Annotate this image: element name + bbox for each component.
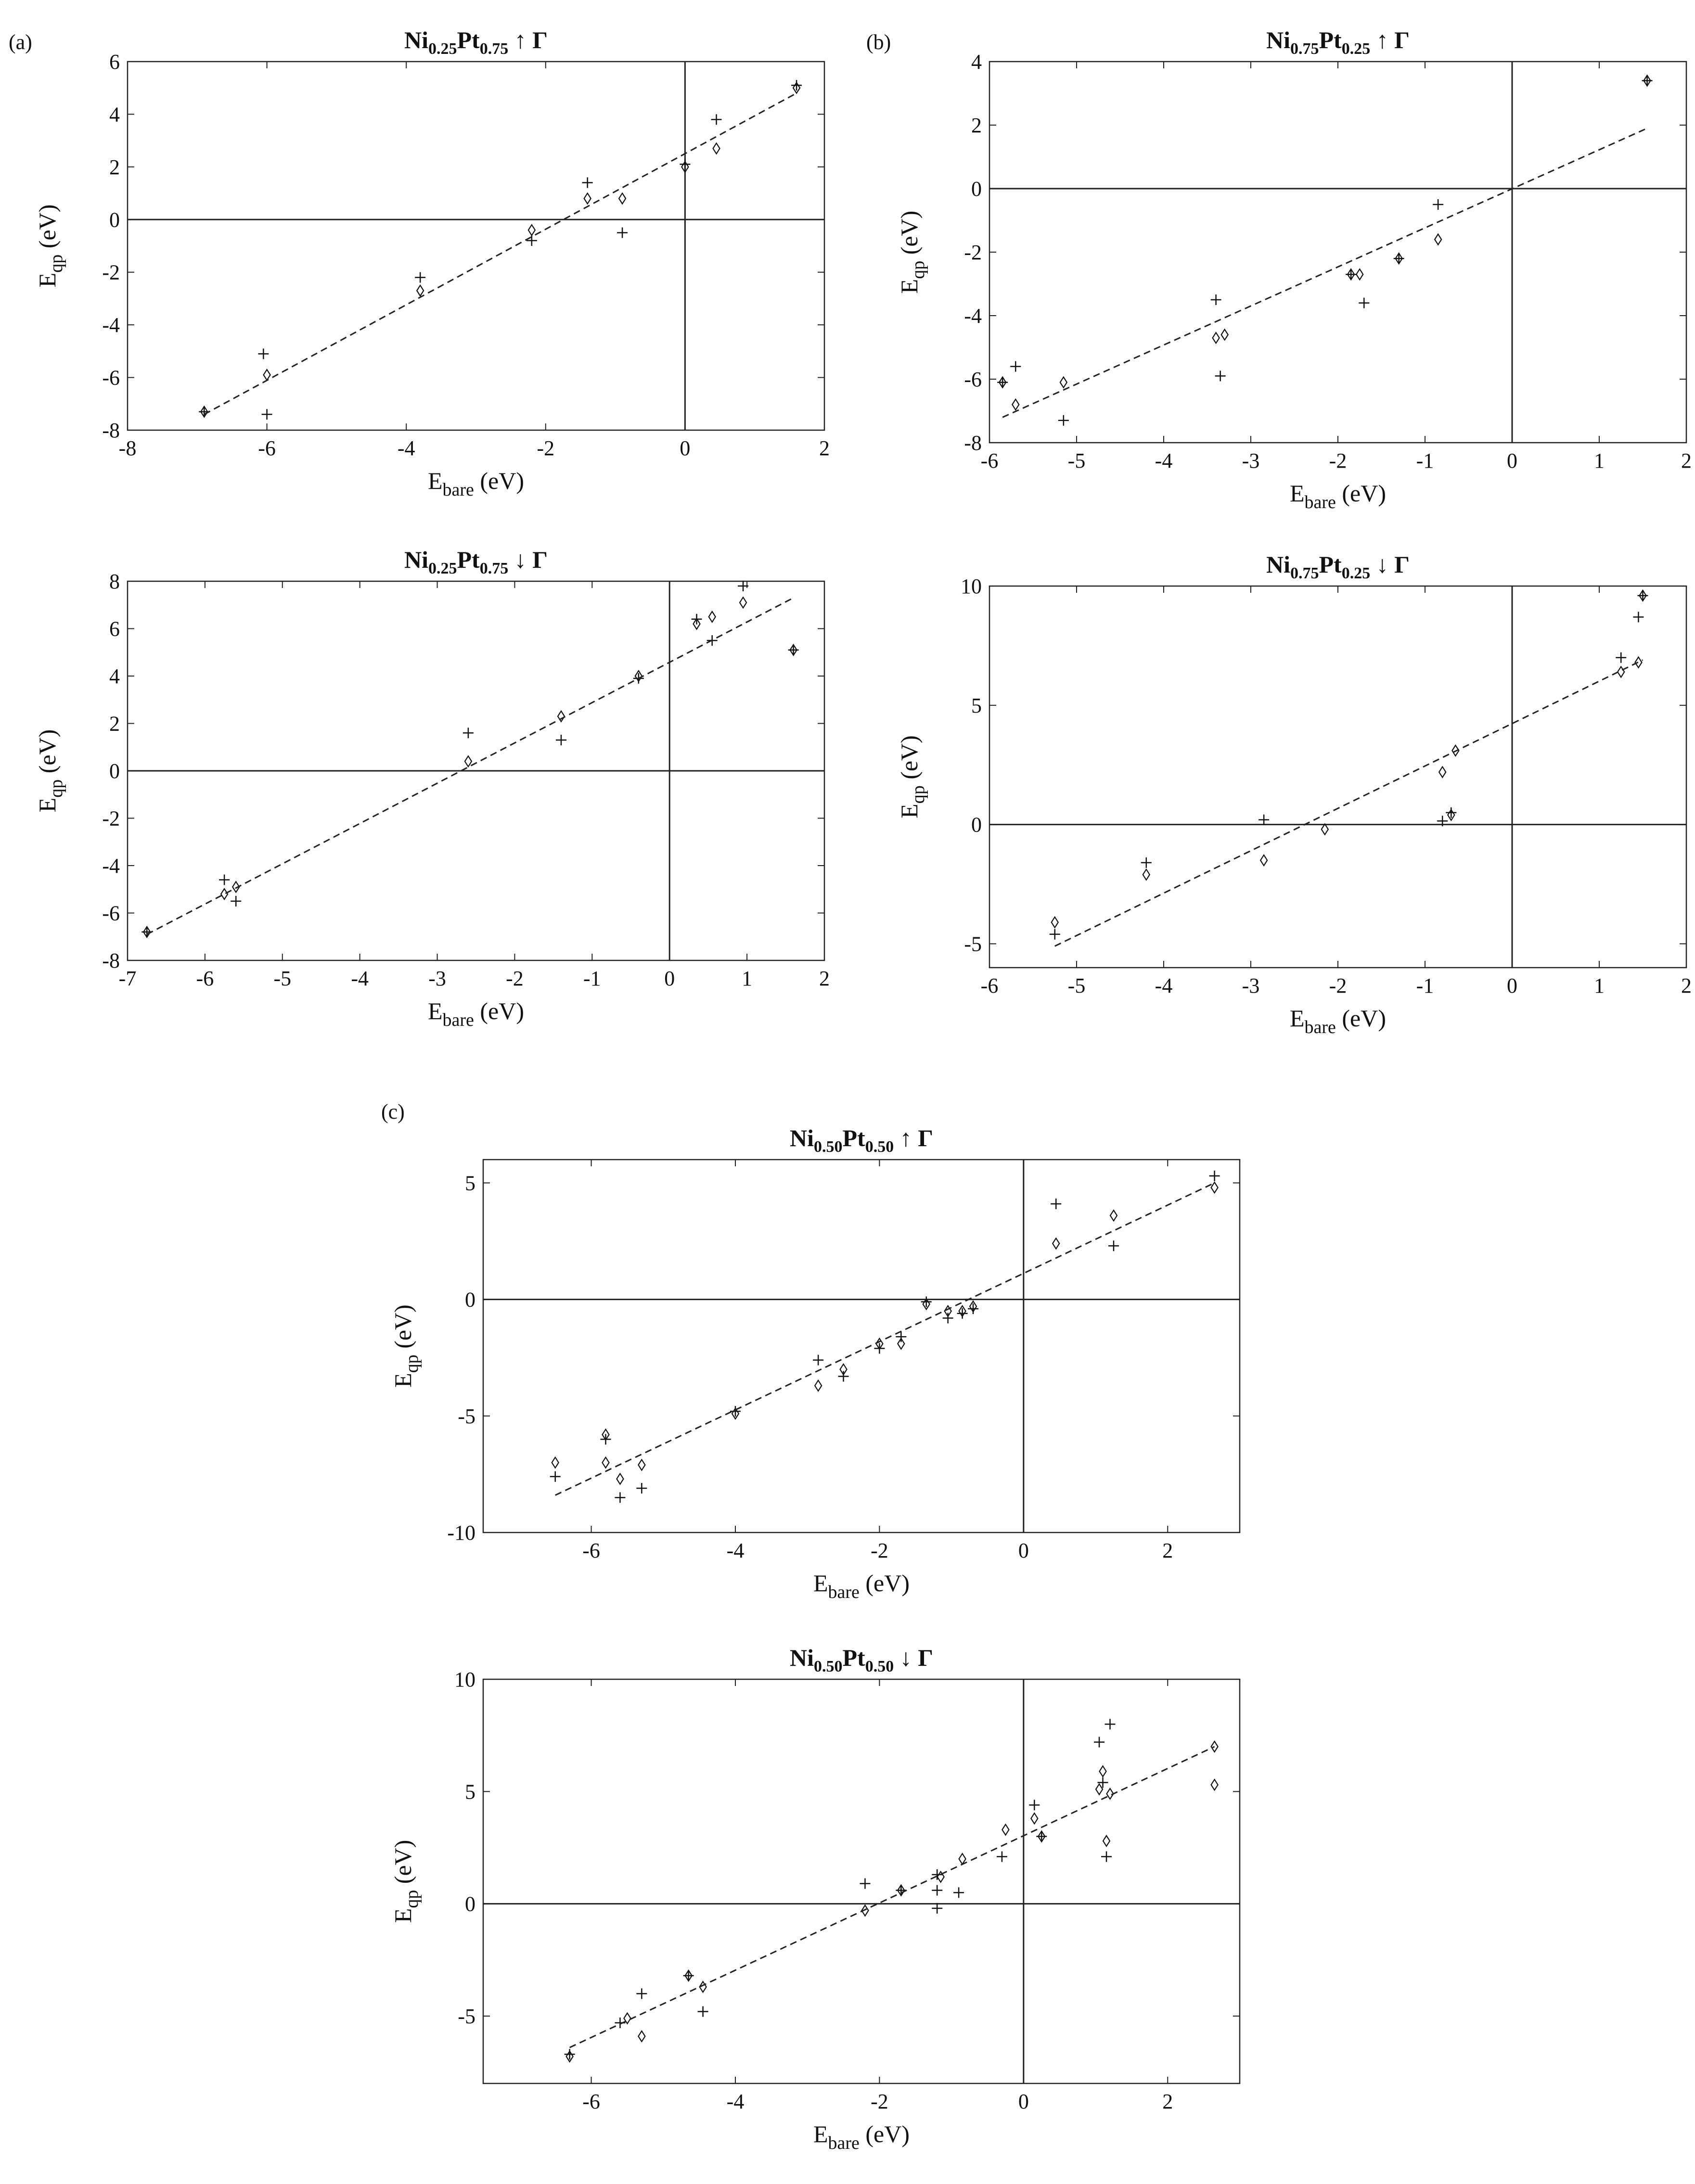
data-point-diamond	[1618, 666, 1624, 677]
y-label-subscript: qp	[908, 260, 928, 279]
y-tick-label: -4	[964, 304, 982, 328]
data-point-diamond	[1356, 269, 1363, 280]
data-point-diamond	[417, 285, 424, 296]
data-point-plus	[636, 1483, 647, 1494]
data-point-diamond	[1110, 1210, 1117, 1221]
x-label-unit: (eV)	[1335, 1005, 1387, 1032]
chart-title	[790, 1124, 933, 1156]
title-spin-symbol: ↑ Γ	[508, 26, 548, 53]
y-label-subscript: qp	[402, 1354, 422, 1373]
data-point-plus	[932, 1903, 942, 1914]
data-point-plus	[582, 178, 593, 188]
title-subscript: 0.25	[428, 560, 457, 577]
title-element: Ni	[404, 546, 428, 573]
title-element: Pt	[842, 1124, 865, 1151]
x-label-symbol: E	[813, 2120, 828, 2147]
data-point-plus	[1094, 1737, 1104, 1748]
x-axis-label	[428, 997, 524, 1030]
y-tick-label: 10	[454, 1668, 475, 1691]
title-element: Pt	[842, 1644, 865, 1671]
chart-b-up	[896, 26, 1692, 512]
data-point-diamond	[1211, 1182, 1218, 1193]
x-label-symbol: E	[427, 467, 443, 494]
fit-line	[204, 93, 796, 415]
y-label-unit: (eV)	[896, 210, 923, 261]
title-element: Pt	[457, 26, 480, 53]
x-tick-label: 2	[819, 436, 830, 460]
x-tick-label: -6	[582, 2090, 600, 2113]
data-point-diamond	[465, 756, 472, 766]
data-point-plus	[953, 1887, 964, 1898]
fit-line	[555, 1183, 1215, 1495]
data-point-diamond	[558, 711, 565, 722]
data-point-diamond	[1031, 1813, 1038, 1824]
y-tick-label: -5	[458, 1404, 475, 1428]
y-tick-label: 6	[109, 617, 120, 641]
charts-group	[34, 26, 1692, 2153]
data-point-diamond	[1052, 917, 1058, 928]
data-point-plus	[1209, 1171, 1220, 1181]
title-subscript: 0.50	[813, 1138, 843, 1156]
x-axis-label	[428, 467, 524, 500]
fit-line	[1002, 128, 1647, 418]
fit-line	[1055, 660, 1643, 946]
y-label-subscript: qp	[46, 779, 66, 798]
y-label-unit: (eV)	[389, 1304, 416, 1355]
data-point-diamond	[1435, 234, 1441, 245]
y-axis-label	[34, 204, 66, 288]
data-point-plus	[1105, 1719, 1116, 1729]
y-tick-label: 0	[109, 208, 120, 232]
data-point-plus	[415, 272, 425, 283]
title-subscript: 0.25	[428, 40, 457, 58]
title-subscript: 0.75	[1290, 40, 1319, 58]
data-point-diamond	[1635, 657, 1642, 668]
x-label-unit: (eV)	[474, 467, 525, 494]
y-tick-label: 0	[971, 177, 982, 201]
data-point-diamond	[619, 193, 626, 204]
y-tick-label: 8	[109, 570, 120, 593]
data-point-diamond	[616, 1474, 623, 1484]
x-tick-label: -1	[1416, 974, 1434, 997]
y-tick-label: -8	[964, 431, 982, 455]
y-tick-label: -2	[964, 241, 982, 264]
data-point-plus	[1141, 857, 1152, 868]
x-tick-label: -4	[1155, 449, 1173, 473]
x-tick-label: 0	[680, 436, 691, 460]
data-point-plus	[1010, 361, 1021, 372]
y-label-subscript: qp	[46, 254, 66, 273]
x-tick-label: -6	[582, 1539, 600, 1562]
data-point-plus	[1433, 199, 1443, 210]
title-subscript: 0.50	[813, 1658, 843, 1675]
title-element: Pt	[1319, 551, 1342, 578]
x-tick-label: 2	[1162, 1539, 1173, 1562]
x-axis-label	[1290, 480, 1386, 512]
data-point-diamond	[1012, 399, 1019, 410]
data-point-diamond	[221, 889, 228, 899]
x-tick-label: -4	[351, 967, 369, 990]
y-tick-label: 0	[971, 813, 982, 837]
y-label-unit: (eV)	[389, 1839, 416, 1890]
x-tick-label: 0	[1507, 449, 1517, 473]
x-axis-label	[813, 2120, 910, 2153]
data-point-diamond	[1060, 377, 1067, 388]
chart-a-up	[34, 26, 830, 500]
x-tick-label: 2	[1681, 974, 1692, 997]
data-point-plus	[1359, 298, 1369, 308]
data-point-diamond	[1322, 824, 1328, 835]
y-label-subscript: qp	[402, 1890, 422, 1908]
x-label-subscript: bare	[828, 2133, 860, 2153]
data-point-diamond	[709, 612, 716, 622]
data-point-plus	[550, 1471, 561, 1482]
title-subscript: 0.75	[1290, 564, 1319, 582]
data-point-diamond	[584, 193, 591, 204]
data-point-plus	[556, 735, 566, 745]
data-point-diamond	[638, 1460, 645, 1470]
data-point-plus	[231, 896, 241, 907]
data-point-diamond	[552, 1457, 559, 1468]
data-point-diamond	[1221, 330, 1228, 340]
plot-frame	[128, 62, 824, 430]
title-spin-symbol: ↓ Γ	[894, 1644, 934, 1671]
x-label-symbol: E	[1289, 1005, 1305, 1032]
title-subscript: 0.75	[479, 560, 509, 577]
title-element: Pt	[1319, 26, 1342, 53]
data-point-plus	[791, 80, 802, 90]
plot-frame	[989, 62, 1686, 443]
data-point-plus	[526, 235, 537, 246]
title-element: Ni	[404, 26, 428, 53]
y-tick-label: 4	[971, 50, 982, 74]
plot-frame	[989, 586, 1686, 968]
y-tick-label: -2	[102, 260, 120, 284]
title-spin-symbol: ↓ Γ	[1370, 551, 1410, 578]
chart-title	[790, 1644, 933, 1675]
x-tick-label: -3	[428, 967, 446, 990]
data-point-plus	[680, 159, 690, 169]
y-label-unit: (eV)	[34, 729, 61, 779]
data-point-diamond	[740, 597, 746, 608]
x-tick-label: -4	[397, 436, 415, 460]
y-tick-label: -10	[447, 1521, 475, 1545]
chart-title	[404, 26, 548, 58]
x-tick-label: 0	[664, 967, 675, 990]
data-point-plus	[262, 409, 272, 420]
panel-label-c: (c)	[381, 1100, 405, 1124]
data-point-plus	[636, 1988, 647, 1999]
x-tick-label: -2	[871, 2090, 888, 2113]
y-axis-label	[389, 1840, 422, 1923]
data-point-diamond	[713, 143, 720, 154]
title-spin-symbol: ↓ Γ	[508, 546, 548, 573]
data-point-diamond	[638, 2031, 645, 2042]
x-tick-label: -5	[1067, 449, 1086, 473]
y-label-subscript: qp	[908, 785, 928, 804]
y-tick-label: -8	[102, 419, 120, 442]
x-tick-label: -1	[1416, 449, 1434, 473]
x-tick-label: -2	[537, 436, 555, 460]
data-point-plus	[1108, 1240, 1119, 1251]
y-tick-label: 10	[961, 575, 982, 598]
data-point-plus	[1058, 415, 1069, 426]
x-tick-label: -7	[118, 967, 137, 990]
y-tick-label: 4	[109, 664, 120, 688]
x-tick-label: 0	[1018, 1539, 1029, 1562]
data-point-plus	[463, 728, 474, 738]
x-tick-label: -3	[1242, 974, 1260, 997]
data-point-diamond	[1439, 767, 1446, 778]
data-point-diamond	[603, 1457, 609, 1468]
y-label-symbol: E	[389, 1908, 416, 1923]
data-point-plus	[1215, 370, 1226, 381]
data-point-plus	[838, 1371, 849, 1381]
data-point-diamond	[1096, 1784, 1103, 1795]
x-tick-label: -3	[1242, 449, 1260, 473]
data-point-plus	[1050, 929, 1060, 940]
x-tick-label: 2	[1681, 449, 1692, 473]
y-tick-label: 2	[971, 114, 982, 137]
title-element: Ni	[789, 1644, 814, 1671]
title-subscript: 0.75	[479, 40, 509, 58]
x-tick-label: 1	[742, 967, 753, 990]
chart-c-up	[389, 1124, 1240, 1602]
y-tick-label: 0	[109, 759, 120, 783]
y-axis-label	[896, 735, 928, 818]
y-tick-label: 6	[109, 50, 120, 74]
panel-label-b: (b)	[866, 30, 891, 54]
y-tick-label: -5	[458, 2005, 475, 2028]
x-axis-label	[1290, 1005, 1386, 1037]
data-point-diamond	[1260, 855, 1267, 866]
y-tick-label: 5	[465, 1780, 475, 1804]
data-point-diamond	[1002, 1825, 1009, 1835]
title-element: Ni	[1266, 26, 1290, 53]
x-tick-label: 2	[1162, 2090, 1173, 2113]
x-tick-label: -5	[273, 967, 292, 990]
y-tick-label: -6	[964, 368, 982, 391]
data-point-diamond	[1213, 332, 1220, 343]
title-element: Ni	[789, 1124, 814, 1151]
y-tick-label: -6	[102, 366, 120, 390]
fit-line	[570, 1747, 1215, 2047]
data-point-plus	[1633, 612, 1644, 622]
data-point-diamond	[1053, 1238, 1059, 1249]
x-tick-label: 2	[819, 967, 830, 990]
y-tick-label: 2	[109, 712, 120, 736]
x-tick-label: -2	[506, 967, 524, 990]
y-tick-label: -6	[102, 901, 120, 925]
x-label-subscript: bare	[442, 1010, 474, 1030]
panel-label-a: (a)	[9, 30, 32, 54]
x-label-symbol: E	[1289, 480, 1305, 507]
data-point-plus	[943, 1313, 953, 1323]
x-tick-label: -2	[1329, 974, 1347, 997]
data-point-diamond	[1100, 1766, 1106, 1776]
x-tick-label: -1	[583, 967, 601, 990]
x-tick-label: -6	[196, 967, 214, 990]
title-subscript: 0.50	[865, 1138, 894, 1156]
x-tick-label: 0	[1018, 2090, 1029, 2113]
y-tick-label: 4	[109, 102, 120, 127]
fit-line	[147, 598, 793, 934]
y-tick-label: -4	[102, 854, 120, 878]
x-tick-label: -6	[258, 436, 276, 460]
y-tick-label: -4	[102, 313, 120, 337]
y-tick-label: -2	[102, 806, 120, 830]
title-spin-symbol: ↑ Γ	[1370, 26, 1410, 53]
chart-title	[404, 546, 548, 577]
y-axis-label	[34, 729, 66, 813]
plot-frame	[483, 1679, 1240, 2083]
data-point-plus	[1029, 1800, 1040, 1810]
title-element: Ni	[1266, 551, 1290, 578]
x-label-subscript: bare	[1304, 1017, 1336, 1037]
title-subscript: 0.25	[1341, 564, 1371, 582]
x-tick-label: -2	[1329, 449, 1347, 473]
y-label-symbol: E	[896, 279, 923, 294]
title-subscript: 0.25	[1341, 40, 1371, 58]
x-label-unit: (eV)	[474, 997, 525, 1024]
y-label-symbol: E	[34, 797, 61, 813]
data-point-diamond	[528, 225, 535, 235]
x-tick-label: 1	[1594, 974, 1605, 997]
data-point-diamond	[264, 370, 270, 380]
x-tick-label: -6	[980, 974, 999, 997]
y-axis-label	[896, 211, 928, 294]
y-tick-label: -8	[102, 949, 120, 972]
x-axis-label	[813, 1570, 910, 1602]
x-tick-label: -4	[726, 1539, 745, 1562]
y-label-symbol: E	[34, 272, 61, 288]
data-point-plus	[1258, 815, 1269, 825]
x-tick-label: -6	[980, 449, 999, 473]
data-point-plus	[1616, 652, 1626, 663]
x-label-subscript: bare	[1304, 492, 1336, 512]
data-point-diamond	[1211, 1779, 1218, 1790]
data-point-plus	[860, 1878, 870, 1889]
data-point-plus	[813, 1355, 823, 1366]
data-point-plus	[1051, 1199, 1061, 1209]
chart-a-down	[34, 546, 830, 1030]
y-tick-label: 5	[465, 1171, 475, 1195]
data-point-plus	[711, 114, 722, 125]
x-tick-label: 0	[1507, 974, 1517, 997]
x-tick-label: -4	[1155, 974, 1173, 997]
y-label-symbol: E	[389, 1373, 416, 1388]
y-label-unit: (eV)	[896, 735, 923, 786]
y-tick-label: 2	[109, 155, 120, 179]
data-point-plus	[1098, 1777, 1108, 1788]
data-point-plus	[615, 1492, 625, 1503]
data-point-diamond	[1103, 1836, 1110, 1846]
y-label-symbol: E	[896, 804, 923, 818]
x-label-symbol: E	[427, 997, 443, 1024]
y-tick-label: 5	[971, 693, 982, 717]
data-point-diamond	[1143, 869, 1150, 880]
chart-b-down	[896, 551, 1692, 1037]
title-subscript: 0.50	[865, 1658, 894, 1675]
data-point-plus	[997, 1852, 1007, 1862]
data-point-plus	[617, 228, 628, 238]
chart-c-down	[389, 1644, 1240, 2153]
y-tick-label: 0	[465, 1288, 475, 1312]
x-label-unit: (eV)	[859, 2120, 910, 2147]
title-spin-symbol: ↑ Γ	[894, 1124, 934, 1151]
x-label-symbol: E	[813, 1570, 828, 1596]
plot-frame	[483, 1160, 1240, 1533]
chart-title	[1266, 26, 1410, 58]
x-tick-label: -8	[118, 436, 137, 460]
data-point-plus	[698, 2006, 708, 2017]
data-point-diamond	[815, 1380, 822, 1391]
x-tick-label: -5	[1067, 974, 1086, 997]
title-element: Pt	[457, 546, 480, 573]
x-tick-label: 1	[1594, 449, 1605, 473]
data-point-plus	[1101, 1852, 1112, 1862]
x-tick-label: -4	[726, 2090, 745, 2113]
x-label-unit: (eV)	[859, 1570, 910, 1596]
x-label-subscript: bare	[828, 1582, 860, 1602]
y-label-unit: (eV)	[34, 204, 61, 255]
y-axis-label	[389, 1304, 422, 1388]
data-point-plus	[1211, 294, 1221, 305]
x-label-unit: (eV)	[1335, 480, 1387, 507]
chart-title	[1266, 551, 1410, 582]
y-tick-label: -5	[964, 932, 982, 956]
data-point-plus	[258, 348, 269, 359]
x-tick-label: -2	[871, 1539, 888, 1562]
data-point-plus	[219, 875, 230, 885]
data-point-plus	[932, 1885, 942, 1896]
x-label-subscript: bare	[442, 480, 474, 500]
y-tick-label: 0	[465, 1892, 475, 1916]
